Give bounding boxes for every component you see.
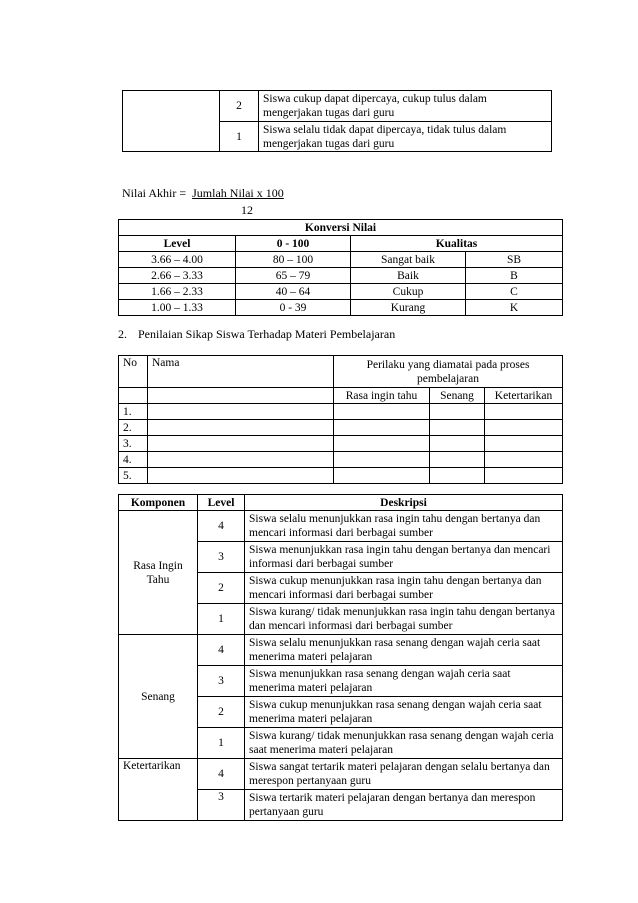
description-cell: Siswa menunjukkan rasa senang dengan wajah ceria saat menerima materi pelajaran xyxy=(245,666,563,697)
section-title: Penilaian Sikap Siswa Terhadap Materi Pembelajaran xyxy=(138,327,396,341)
score-cell xyxy=(430,404,485,420)
score-cell xyxy=(334,452,430,468)
table-row xyxy=(123,91,552,122)
column-header-perilaku: Perilaku yang diamatai pada proses pembelajaran xyxy=(334,356,563,388)
column-header: Kualitas xyxy=(351,236,563,252)
description-cell: Siswa kurang/ tidak menunjukkan rasa senang dengan wajah ceria saat menerima materi pelajaran xyxy=(245,728,563,759)
description-cell: Siswa selalu menunjukkan rasa ingin tahu dengan bertanya dan mencari informasi dari berbagai sumber xyxy=(245,511,563,542)
column-header: Senang xyxy=(430,388,485,404)
level-cell: 4 xyxy=(198,759,245,790)
table-row xyxy=(119,252,563,268)
rubric-table xyxy=(118,494,563,821)
table-row xyxy=(119,635,563,666)
kode-cell: SB xyxy=(466,252,563,268)
formula-lhs: Nilai Akhir = xyxy=(122,186,187,200)
score-cell xyxy=(430,468,485,484)
range-cell: 0 - 39 xyxy=(236,300,351,316)
column-header-no: No xyxy=(119,356,148,388)
konversi-table xyxy=(118,219,563,316)
komponen-cell: Senang xyxy=(119,635,198,759)
level-cell: 4 xyxy=(198,511,245,542)
level-cell: 3.66 – 4.00 xyxy=(119,252,236,268)
column-header-nama: Nama xyxy=(148,356,334,388)
score-cell xyxy=(485,420,563,436)
name-cell xyxy=(148,436,334,452)
level-cell: 1 xyxy=(198,728,245,759)
table-row xyxy=(119,284,563,300)
column-header: Level xyxy=(198,495,245,511)
score-cell xyxy=(334,404,430,420)
range-cell: 80 – 100 xyxy=(236,252,351,268)
description-cell: Siswa cukup dapat dipercaya, cukup tulus dalam mengerjakan tugas dari guru xyxy=(259,91,552,122)
table-row xyxy=(119,511,563,542)
range-cell: 40 – 64 xyxy=(236,284,351,300)
name-cell xyxy=(148,404,334,420)
kode-cell: C xyxy=(466,284,563,300)
kualitas-cell: Sangat baik xyxy=(351,252,466,268)
formula-denominator: 12 xyxy=(241,203,253,217)
table-row xyxy=(119,436,563,452)
row-number: 2. xyxy=(119,420,148,436)
level-cell: 4 xyxy=(198,635,245,666)
table-row xyxy=(119,220,563,236)
score-cell xyxy=(430,436,485,452)
section-number: 2. xyxy=(118,327,127,341)
score-cell xyxy=(485,468,563,484)
level-cell: 2.66 – 3.33 xyxy=(119,268,236,284)
kode-cell: B xyxy=(466,268,563,284)
table-header-row xyxy=(119,388,563,404)
score-cell xyxy=(334,436,430,452)
top-rubric-table xyxy=(122,90,552,152)
konversi-title: Konversi Nilai xyxy=(119,220,563,236)
description-cell: Siswa cukup menunjukkan rasa senang dengan wajah ceria saat menerima materi pelajaran xyxy=(245,697,563,728)
column-header: Rasa ingin tahu xyxy=(334,388,430,404)
formula-numerator: Jumlah Nilai x 100 xyxy=(192,186,284,200)
empty-cell xyxy=(119,388,148,404)
row-number: 4. xyxy=(119,452,148,468)
level-cell: 3 xyxy=(198,790,245,821)
level-cell: 1 xyxy=(220,122,259,152)
kualitas-cell: Kurang xyxy=(351,300,466,316)
table-row xyxy=(119,759,563,790)
description-cell: Siswa kurang/ tidak menunjukkan rasa ingin tahu dengan bertanya dan mencari informasi dari berbagai sumber xyxy=(245,604,563,635)
level-cell: 1.66 – 2.33 xyxy=(119,284,236,300)
table-row xyxy=(119,268,563,284)
name-cell xyxy=(148,452,334,468)
kualitas-cell: Baik xyxy=(351,268,466,284)
level-cell: 2 xyxy=(198,573,245,604)
description-cell: Siswa selalu tidak dapat dipercaya, tidak tulus dalam mengerjakan tugas dari guru xyxy=(259,122,552,152)
column-header: Komponen xyxy=(119,495,198,511)
column-header: Deskripsi xyxy=(245,495,563,511)
kualitas-cell: Cukup xyxy=(351,284,466,300)
row-number: 5. xyxy=(119,468,148,484)
description-cell: Siswa tertarik materi pelajaran dengan bertanya dan merespon pertanyaan guru xyxy=(245,790,563,821)
description-cell: Siswa cukup menunjukkan rasa ingin tahu dengan bertanya dan mencari informasi dari berbagai sumber xyxy=(245,573,563,604)
range-cell: 65 – 79 xyxy=(236,268,351,284)
score-cell xyxy=(485,404,563,420)
row-number: 1. xyxy=(119,404,148,420)
observation-table xyxy=(118,355,563,484)
column-header: Level xyxy=(119,236,236,252)
komponen-cell: Rasa Ingin Tahu xyxy=(119,511,198,635)
score-cell xyxy=(334,420,430,436)
level-cell: 3 xyxy=(198,666,245,697)
empty-cell xyxy=(123,91,220,152)
table-row xyxy=(119,420,563,436)
kode-cell: K xyxy=(466,300,563,316)
score-cell xyxy=(334,468,430,484)
score-cell xyxy=(485,436,563,452)
name-cell xyxy=(148,468,334,484)
score-cell xyxy=(485,452,563,468)
table-row xyxy=(119,452,563,468)
table-header-row xyxy=(119,495,563,511)
level-cell: 2 xyxy=(198,697,245,728)
score-cell xyxy=(430,420,485,436)
level-cell: 1.00 – 1.33 xyxy=(119,300,236,316)
table-row xyxy=(119,468,563,484)
row-number: 3. xyxy=(119,436,148,452)
level-cell: 2 xyxy=(220,91,259,122)
description-cell: Siswa sangat tertarik materi pelajaran dengan selalu bertanya dan merespon pertanyaan guru xyxy=(245,759,563,790)
table-row xyxy=(119,300,563,316)
level-cell: 1 xyxy=(198,604,245,635)
level-cell: 3 xyxy=(198,542,245,573)
column-header: Ketertarikan xyxy=(485,388,563,404)
score-cell xyxy=(430,452,485,468)
column-header: 0 - 100 xyxy=(236,236,351,252)
table-header-row xyxy=(119,236,563,252)
description-cell: Siswa menunjukkan rasa ingin tahu dengan bertanya dan mencari informasi dari berbagai sumber xyxy=(245,542,563,573)
empty-cell xyxy=(148,388,334,404)
description-cell: Siswa selalu menunjukkan rasa senang dengan wajah ceria saat menerima materi pelajaran xyxy=(245,635,563,666)
formula xyxy=(122,186,284,201)
name-cell xyxy=(148,420,334,436)
table-header-row xyxy=(119,356,563,388)
komponen-cell: Ketertarikan xyxy=(119,759,198,821)
section-heading xyxy=(118,327,395,342)
table-row xyxy=(119,404,563,420)
